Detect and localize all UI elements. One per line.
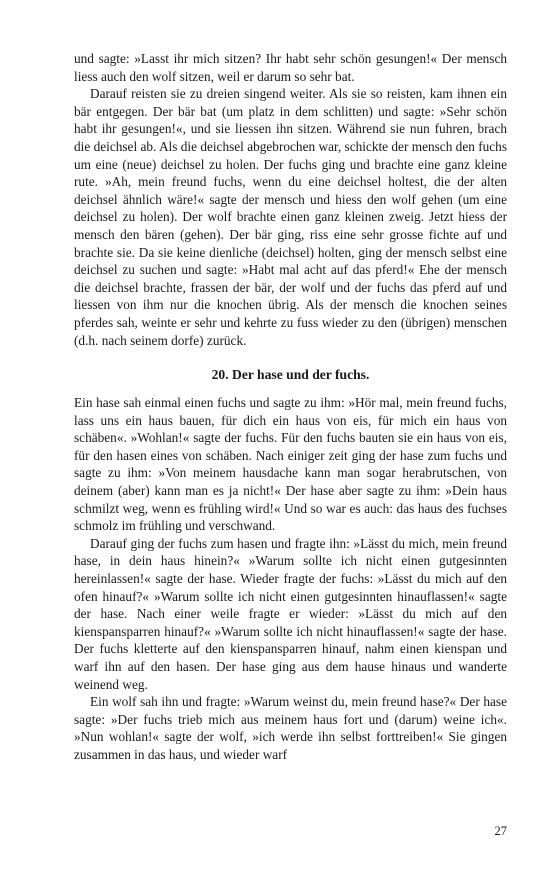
book-page <box>74 50 507 764</box>
story19-paragraph-2: Darauf reisten sie zu dreien singend weiter. Als sie so reisten, kam ihnen ein bär entgegen. Der bär bat (um platz in dem schlitten) und sagte: »Sehr schön habt ihr gesungen!«, und sie liessen ihn sitzen. Während sie nun fuhren, brach die deichsel ab. Als die deichsel abgebrochen war, schickte der mensch den fuchs um eine (neue) deichsel zu holen. Der fuchs ging und brachte eine ganz kleine rute. »Ah, mein freund fuchs, wenn du eine deichsel holtest, die der alten deichsel ähnlich wäre!« sagte der mensch und hiess den wolf gehen (um eine deichsel zu holen). Der wolf brachte einen ganz kleinen zweig. Jetzt hiess der mensch den bären (gehen). Der bär ging, riss eine sehr grosse fichte auf und brachte sie. Da sie keine dienliche (deichsel) holten, ging der mensch selbst eine deichsel zu suchen und sagte: »Habt mal acht auf das pferd!« Ehe der mensch die deichsel brachte, frassen der bär, der wolf und der fuchs das pferd auf und liessen von ihm nur die knochen übrig. Als der mensch die knochen seines pferdes sah, weinte er sehr und kehrte zu fuss wieder zu den (übrigen) menschen (d.h. nach seinem dorfe) zurück. <box>74 86 507 348</box>
story19-paragraph-1: und sagte: »Lasst ihr mich sitzen? Ihr habt sehr schön gesungen!« Der mensch liess auch den wolf sitzen, weil er darum so sehr bat. <box>74 51 507 84</box>
story20-paragraph-2: Darauf ging der fuchs zum hasen und fragte ihn: »Lässt du mich, mein freund hase, in dein haus hinein?« »Warum sollte ich nicht einen gutgesinnten hereinlassen!« sagte der hase. Wieder fragte der fuchs: »Lässt du mich auf den ofen hinauf?« »Warum sollte ich nicht einen gutgesinnten hinauflassen!« sagte der hase. Nach einer weile fragte er wieder: »Lässt du mich auf den kienspansparren hinauf?« »Warum sollte ich nicht hinauflassen!« sagte der hase. Der fuchs kletterte auf den kienspansparren hinauf, nahm einen kienspan und warf ihn auf den hasen. Der hase ging aus dem hause hinaus und wanderte weinend weg. <box>74 535 507 692</box>
story20-paragraph-3: Ein wolf sah ihn und fragte: »Warum weinst du, mein freund hase?« Der hase sagte: »Der fuchs trieb mich aus meinem haus fort und (darum) weine ich«. »Nun wohlan!« sagte der wolf, »ich werde ihn selbst forttreiben!« Sie gingen zusammen in das haus, und wieder warf <box>74 694 507 762</box>
story20-paragraph-1: Ein hase sah einmal einen fuchs und sagte zu ihm: »Hör mal, mein freund fuchs, lass uns ein haus bauen, für dich ein haus von eis, für mich ein haus von schäben«. »Wohlan!« sagte der fuchs. Für den fuchs bauten sie ein haus von eis, für den hasen eines von schäben. Nach einiger zeit ging der hase zum fuchs und sagte zu ihm: »Von meinem hausdache kann man sogar herabrutschen, von deinem (aber) kann man es ja nicht!« Der hase aber sagte zu ihm: »Dein haus schmilzt weg, wenn es frühling wird!« Und so war es auch: das haus des fuchses schmolz im frühling und verschwand. <box>74 395 507 534</box>
page-number: 27 <box>494 824 507 838</box>
story20-heading: 20. Der hase und der fuchs. <box>211 367 370 383</box>
